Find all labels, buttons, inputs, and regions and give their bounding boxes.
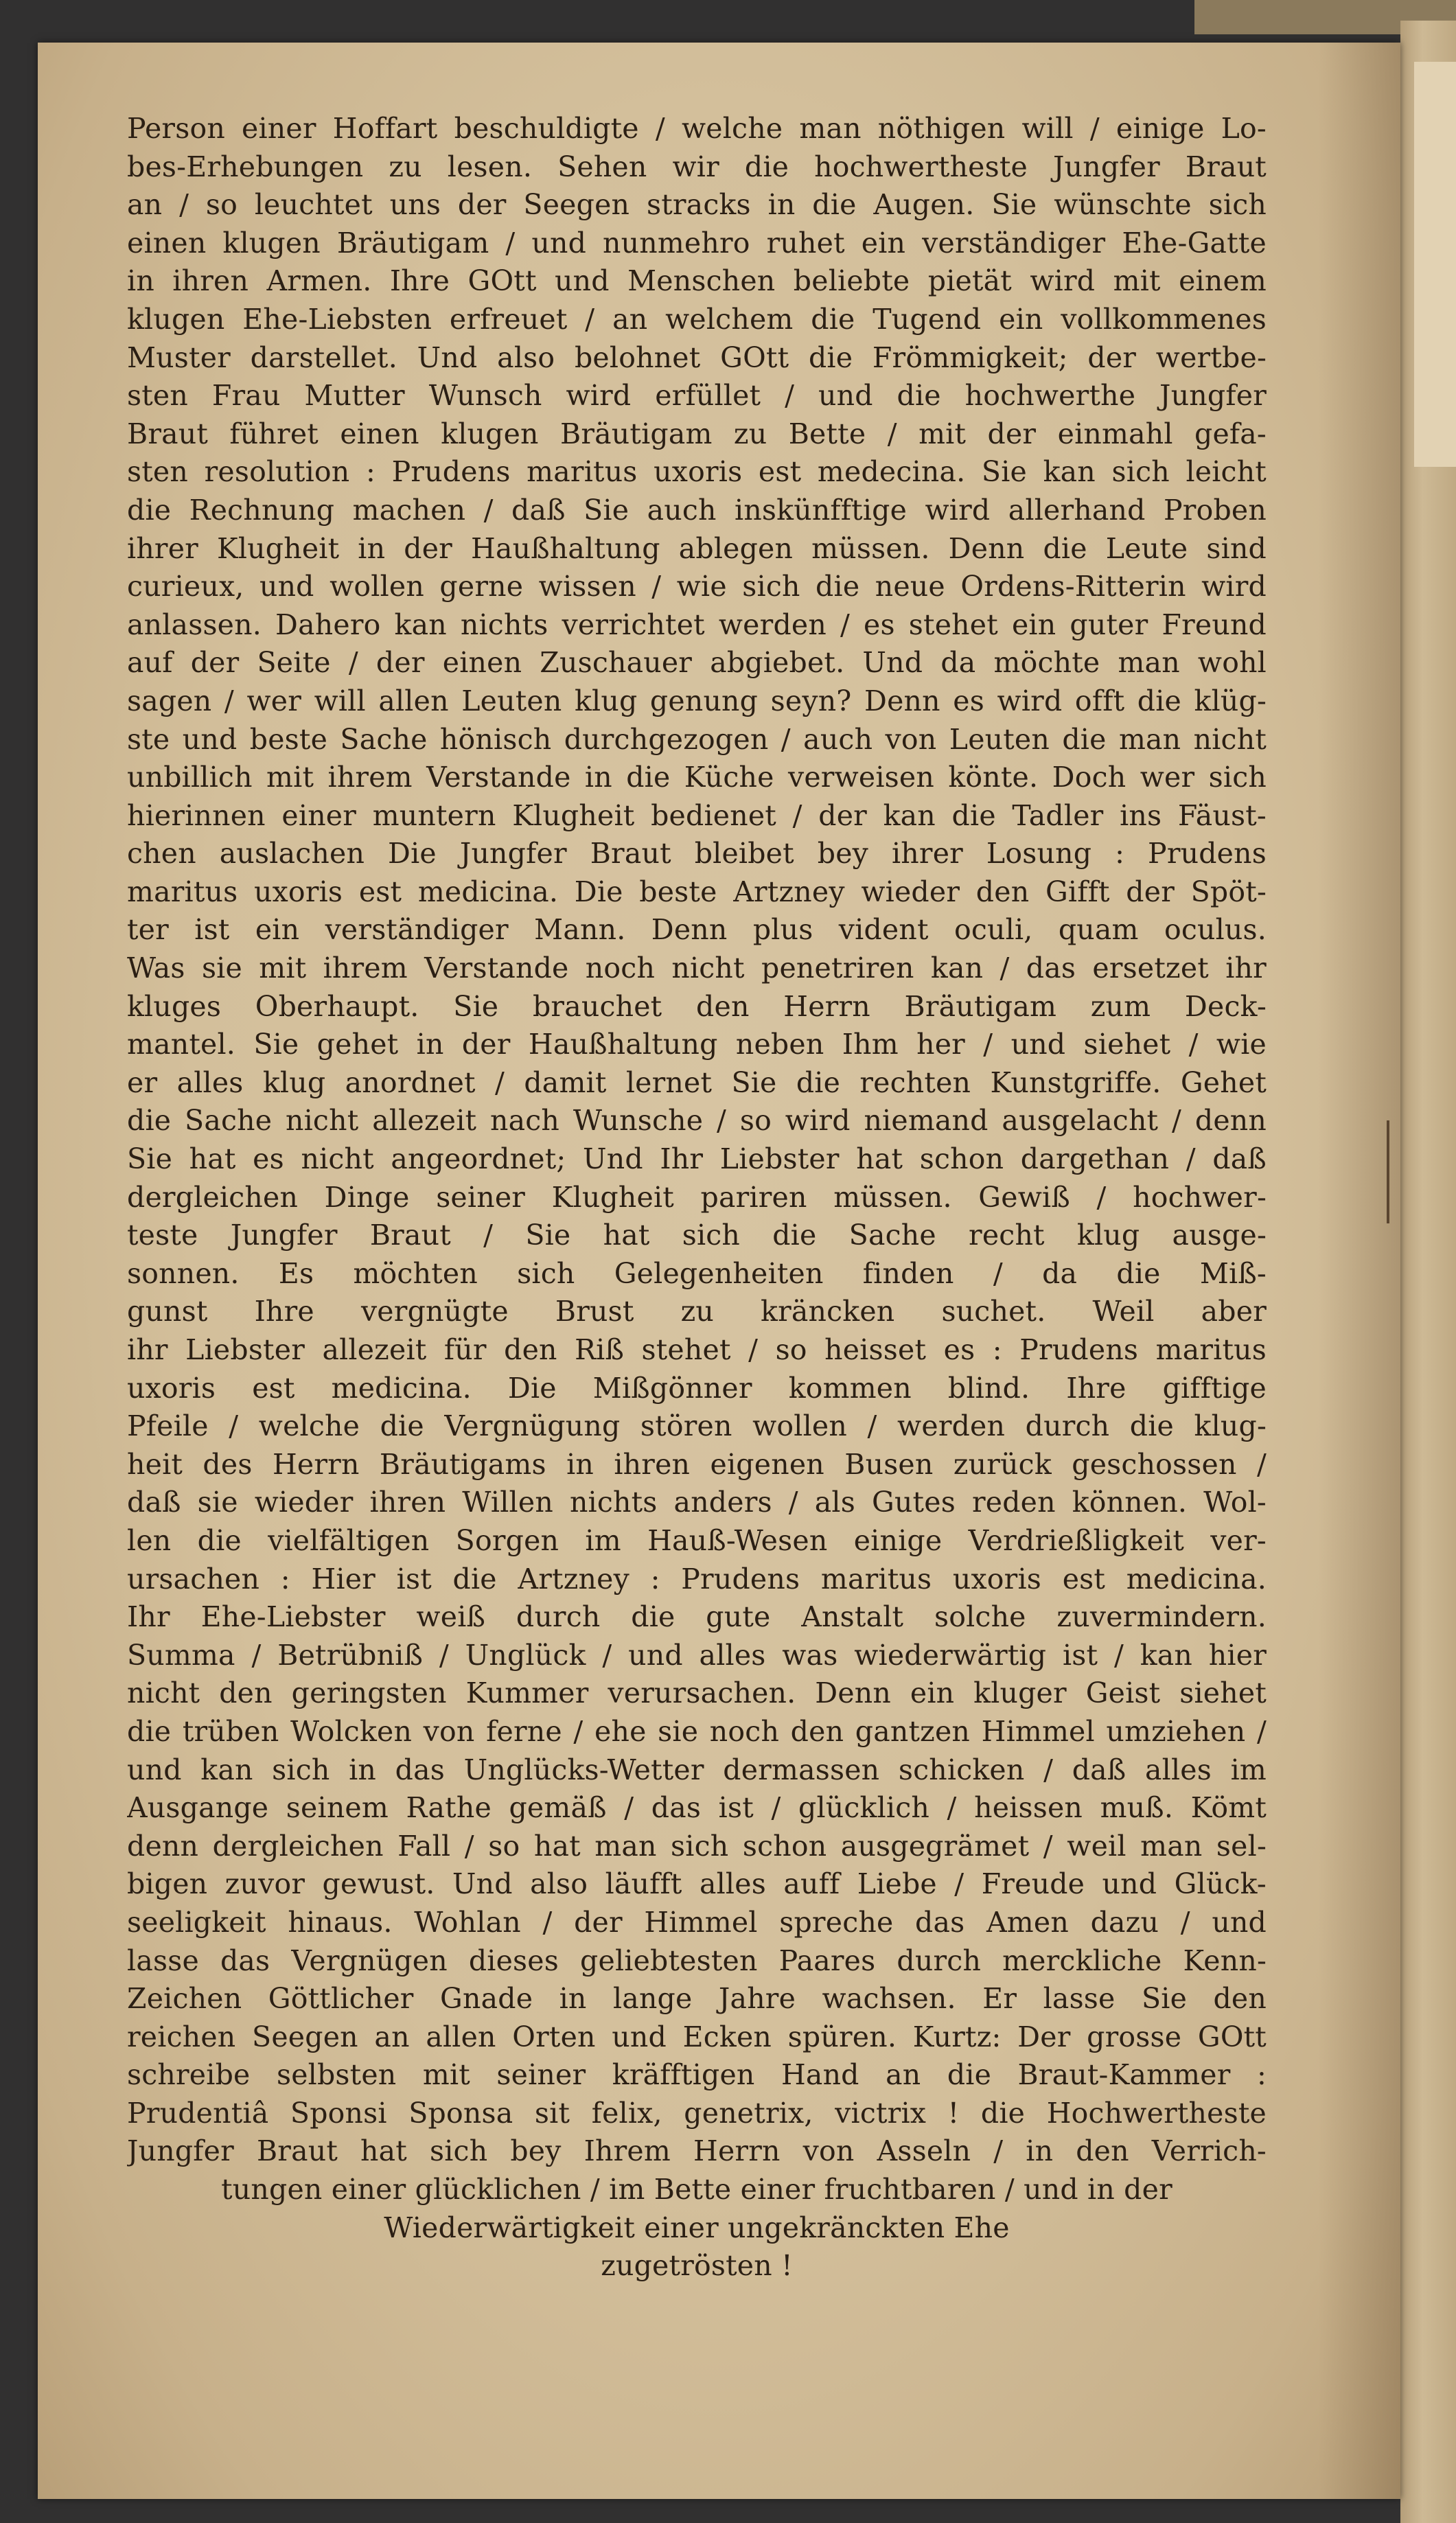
text-line: Person einer Hoffart beschuldigte / welche man nöthigen will / einige Lo-	[127, 112, 1267, 145]
text-line: nicht den geringsten Kummer verursachen. Denn ein kluger Geist siehet	[127, 1677, 1267, 1710]
text-line: ihrer Klugheit in der Haußhaltung ablegen müssen. Denn die Leute sind	[127, 531, 1267, 565]
text-line: denn dergleichen Fall / so hat man sich schon ausgegrämet / weil man sel-	[127, 1829, 1267, 1863]
text-line: unbillich mit ihrem Verstande in die Küche verweisen könte. Doch wer sich	[127, 761, 1267, 794]
text-line: teste Jungfer Braut / Sie hat sich die Sache recht klug ausge-	[127, 1219, 1267, 1252]
text-line: curieux, und wollen gerne wissen / wie sich die neue Ordens-Ritterin wird	[127, 570, 1267, 603]
text-line: ihr Liebster allezeit für den Riß stehet / so heisset es : Prudens maritus	[127, 1333, 1267, 1366]
text-line: hierinnen einer muntern Klugheit bedienet / der kan die Tadler ins Fäust-	[127, 798, 1267, 832]
text-line: an / so leuchtet uns der Seegen stracks in die Augen. Sie wünschte sich	[127, 188, 1267, 222]
text-line: er alles klug anordnet / damit lernet Sie die rechten Kunstgriffe. Gehet	[127, 1065, 1267, 1099]
text-line: die trüben Wolcken von ferne / ehe sie noch den gantzen Himmel umziehen /	[127, 1714, 1267, 1748]
text-line: Zeichen Göttlicher Gnade in lange Jahre wachsen. Er lasse Sie den	[127, 1982, 1267, 2016]
text-line: ter ist ein verständiger Mann. Denn plus vident oculi, quam oculus.	[127, 913, 1267, 947]
margin-mark	[1387, 1120, 1389, 1223]
text-line: mantel. Sie gehet in der Haußhaltung neben Ihm her / und siehet / wie	[127, 1028, 1267, 1061]
text-line: anlassen. Dahero kan nichts verrichtet werden / es stehet ein guter Freund	[127, 608, 1267, 641]
text-line: schreibe selbsten mit seiner kräfftigen Hand an die Braut-Kammer :	[127, 2058, 1267, 2092]
text-line: dergleichen Dinge seiner Klugheit pariren müssen. Gewiß / hochwer-	[127, 1180, 1267, 1214]
text-line: chen auslachen Die Jungfer Braut bleibet bey ihrer Losung : Prudens	[127, 837, 1267, 871]
text-line: in ihren Armen. Ihre GOtt und Menschen beliebte pietät wird mit einem	[127, 264, 1267, 298]
text-line: sagen / wer will allen Leuten klug genung seyn? Denn es wird offt die klüg-	[127, 684, 1267, 717]
text-line: kluges Oberhaupt. Sie brauchet den Herrn Bräutigam zum Deck-	[127, 989, 1267, 1023]
text-line: Pfeile / welche die Vergnügung stören wollen / werden durch die klug-	[127, 1409, 1267, 1443]
text-line: auf der Seite / der einen Zuschauer abgiebet. Und da möchte man wohl	[127, 646, 1267, 680]
text-line: Was sie mit ihrem Verstande noch nicht penetriren kan / das ersetzet ihr	[127, 952, 1267, 985]
text-line: bes-Erhebungen zu lesen. Sehen wir die hochwertheste Jungfer Braut	[127, 150, 1267, 183]
text-line: sonnen. Es möchten sich Gelegenheiten finden / da die Miß-	[127, 1256, 1267, 1290]
text-line: Braut führet einen klugen Bräutigam zu Bette / mit der einmahl gefa-	[127, 417, 1267, 450]
closing-line: zugetrösten !	[601, 2249, 793, 2283]
text-line: Ihr Ehe-Liebster weiß durch die gute Anstalt solche zuvermindern.	[127, 1600, 1267, 1634]
gutter-shadow	[1318, 43, 1400, 2499]
page-text	[127, 110, 1267, 2285]
text-line: die Sache nicht allezeit nach Wunsche / so wird niemand ausgelacht / denn	[127, 1104, 1267, 1138]
text-line: Prudentiâ Sponsi Sponsa sit felix, genetrix, victrix ! die Hochwertheste	[127, 2096, 1267, 2130]
text-line: und kan sich in das Unglücks-Wetter dermassen schicken / daß alles im	[127, 1753, 1267, 1786]
text-line: ste und beste Sache hönisch durchgezogen / auch von Leuten die man nicht	[127, 722, 1267, 756]
text-line: Summa / Betrübniß / Unglück / und alles was wiederwärtig ist / kan hier	[127, 1638, 1267, 1672]
text-line: Wiederwärtigkeit einer ungekränckten Ehe	[384, 2211, 1010, 2244]
text-line: Jungfer Braut hat sich bey Ihrem Herrn von Asseln / in den Verrich-	[127, 2134, 1267, 2168]
text-line: sten Frau Mutter Wunsch wird erfüllet / und die hochwerthe Jungfer	[127, 379, 1267, 413]
text-line: bigen zuvor gewust. Und also läufft alles auff Liebe / Freude und Glück-	[127, 1867, 1267, 1901]
text-line: maritus uxoris est medicina. Die beste Artzney wieder den Gifft der Spöt-	[127, 875, 1267, 908]
text-line: Ausgange seinem Rathe gemäß / das ist / glücklich / heissen muß. Kömt	[127, 1791, 1267, 1825]
text-line: reichen Seegen an allen Orten und Ecken spüren. Kurtz: Der grosse GOtt	[127, 2020, 1267, 2053]
text-line: Muster darstellet. Und also belohnet GOtt die Frömmigkeit; der wertbe-	[127, 341, 1267, 374]
text-line: Sie hat es nicht angeordnet; Und Ihr Liebster hat schon dargethan / daß	[127, 1142, 1267, 1176]
text-line: sten resolution : Prudens maritus uxoris est medecina. Sie kan sich leicht	[127, 455, 1267, 489]
text-line: heit des Herrn Bräutigams in ihren eigenen Busen zurück geschossen /	[127, 1447, 1267, 1481]
text-line: einen klugen Bräutigam / und nunmehro ruhet ein verständiger Ehe-Gatte	[127, 226, 1267, 260]
adjacent-page-edge	[1400, 21, 1456, 2523]
text-line: ursachen : Hier ist die Artzney : Prudens maritus uxoris est medicina.	[127, 1562, 1267, 1595]
text-line: die Rechnung machen / daß Sie auch inskünfftige wird allerhand Proben	[127, 493, 1267, 527]
text-line: daß sie wieder ihren Willen nichts anders / als Gutes reden können. Wol-	[127, 1486, 1267, 1519]
text-line: uxoris est medicina. Die Mißgönner kommen blind. Ihre gifftige	[127, 1371, 1267, 1405]
text-line: lasse das Vergnügen dieses geliebtesten Paares durch merckliche Kenn-	[127, 1944, 1267, 1977]
text-line: seeligkeit hinaus. Wohlan / der Himmel spreche das Amen dazu / und	[127, 1905, 1267, 1939]
paper-slip	[1414, 62, 1456, 467]
text-line: gunst Ihre vergnügte Brust zu kräncken suchet. Weil aber	[127, 1295, 1267, 1328]
text-line: klugen Ehe-Liebsten erfreuet / an welchem die Tugend ein vollkommenes	[127, 302, 1267, 336]
text-line: tungen einer glücklichen / im Bette einer fruchtbaren / und in der	[221, 2173, 1172, 2207]
text-line: len die vielfältigen Sorgen im Hauß-Wesen einige Verdrießligkeit ver-	[127, 1523, 1267, 1557]
